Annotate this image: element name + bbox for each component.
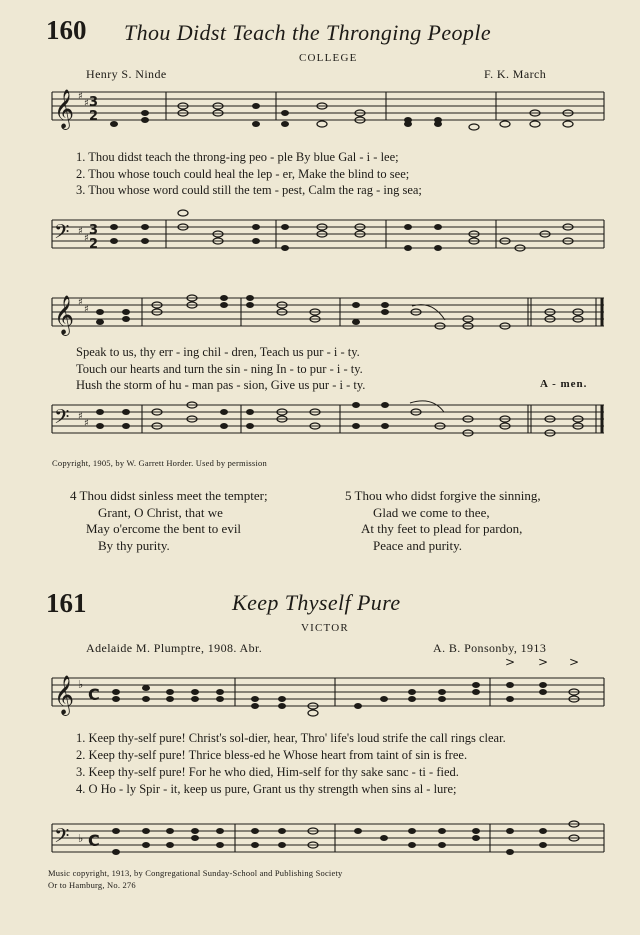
hymn-160-verse-1-line: 1. Thou didst teach the throng-ing peo - ple By blue Gal - i - lee;: [76, 150, 399, 164]
hymn-160-treble-staff-1: [52, 89, 604, 130]
hymn-161-verse-3-line: 3. Keep thy-self pure! For he who died, Him-self for thy sake sanc - ti - fied.: [76, 765, 459, 779]
stanza-5-line-4: Peace and purity.: [373, 537, 463, 553]
hymn-161-treble-staff: [52, 655, 604, 716]
svg-text:>: >: [505, 655, 516, 669]
hymn-161-verse-4-line: 4. O Ho - ly Spir - it, keep us pure, Grant us thy strength when sins al - lure;: [76, 782, 457, 796]
hymn-160-stanza-4: [70, 488, 268, 554]
hymn-161-number: 161: [46, 588, 87, 618]
svg-text:♭: ♭: [78, 832, 84, 845]
hymn-160-copyright: Copyright, 1905, by W. Garrett Horder. Used by permission: [52, 458, 267, 468]
svg-text:♯: ♯: [78, 226, 83, 237]
hymn-160-verse-2-line-2: Touch our hearts and turn the sin - ning In - to pur - i - ty.: [76, 362, 363, 376]
hymn-160-verse-3-line: 3. Thou whose word could still the tem - pest, Calm the rag - ing sea;: [76, 183, 422, 197]
svg-text:𝄞: 𝄞: [54, 675, 75, 715]
svg-text:>: >: [538, 655, 549, 669]
hymn-160-author: Henry S. Ninde: [86, 67, 167, 81]
svg-text:♭: ♭: [78, 678, 84, 691]
hymn-160-verse-3-line-2: Hush the storm of hu - man pas - sion, Give us pur - i - ty.: [76, 378, 366, 392]
hymn-161-composer: A. B. Ponsonby, 1913: [433, 641, 547, 655]
svg-text:C: C: [88, 831, 100, 850]
svg-text:♯: ♯: [84, 233, 89, 244]
svg-text:♯: ♯: [78, 91, 83, 102]
svg-text:𝄞: 𝄞: [54, 89, 75, 129]
hymn-160-verse-1-line-2: Speak to us, thy err - ing chil - dren, Teach us pur - i - ty.: [76, 345, 360, 359]
svg-text:♯: ♯: [78, 297, 83, 308]
hymn-160-stanza-5: [345, 488, 541, 554]
hymn-160-bass-staff-1: [52, 210, 604, 252]
svg-text:3: 3: [89, 223, 99, 238]
hymn-161-title: Keep Thyself Pure: [232, 590, 401, 615]
stanza-4-line-4: By thy purity.: [98, 537, 170, 553]
svg-text:♯: ♯: [84, 98, 89, 109]
stanza-4-line-1: 4 Thou didst sinless meet the tempter;: [70, 488, 268, 503]
svg-text:2: 2: [89, 109, 99, 124]
stanza-4-line-2: Grant, O Christ, that we: [98, 504, 223, 520]
hymn-161-author: Adelaide M. Plumptre, 1908. Abr.: [86, 641, 263, 655]
hymn-161-verse-1-line: 1. Keep thy-self pure! Christ's sol-dier, hear, Thro' life's loud strife the call rings clear.: [76, 731, 506, 745]
hymn-160-amen: A - men.: [540, 378, 588, 390]
svg-text:♯: ♯: [84, 304, 89, 315]
stanza-5-line-3: At thy feet to plead for pardon,: [361, 521, 523, 536]
hymn-160-tune-name: COLLEGE: [299, 52, 358, 64]
hymn-160-title: Thou Didst Teach the Thronging People: [124, 20, 492, 45]
hymn-160-treble-staff-2: [52, 295, 604, 336]
svg-text:𝄞: 𝄞: [54, 295, 75, 335]
svg-text:♯: ♯: [78, 411, 83, 422]
hymn-160-number: 160: [46, 15, 87, 45]
hymn-161-verse-2-line: 2. Keep thy-self pure! Thrice bless-ed he Whose heart from taint of sin is free.: [76, 748, 468, 762]
stanza-5-line-2: Glad we come to thee,: [373, 504, 490, 520]
svg-text:C: C: [88, 685, 100, 704]
stanza-4-line-3: May o'ercome the bent to evil: [86, 521, 242, 536]
hymn-160-verse-2-line: 2. Thou whose touch could heal the lep - er, Make the blind to see;: [76, 167, 410, 181]
svg-text:>: >: [569, 655, 580, 669]
hymn-161-tune-name: VICTOR: [301, 622, 349, 634]
hymn-160-bass-staff-2: [52, 401, 604, 436]
hymn-161-bass-staff: [52, 821, 604, 855]
svg-text:𝄢: 𝄢: [54, 824, 70, 852]
svg-text:2: 2: [89, 237, 99, 252]
hymn-161-alternate-tune: Or to Hamburg, No. 276: [48, 880, 136, 890]
svg-text:♯: ♯: [84, 418, 89, 429]
stanza-5-line-1: 5 Thou who didst forgive the sinning,: [345, 488, 541, 503]
svg-text:𝄢: 𝄢: [54, 220, 70, 248]
hymn-160-composer: F. K. March: [484, 67, 547, 81]
hymn-161-music-copyright: Music copyright, 1913, by Congregational Sunday-School and Publishing Society: [48, 868, 343, 878]
svg-text:3: 3: [89, 95, 99, 110]
svg-text:𝄢: 𝄢: [54, 405, 70, 433]
